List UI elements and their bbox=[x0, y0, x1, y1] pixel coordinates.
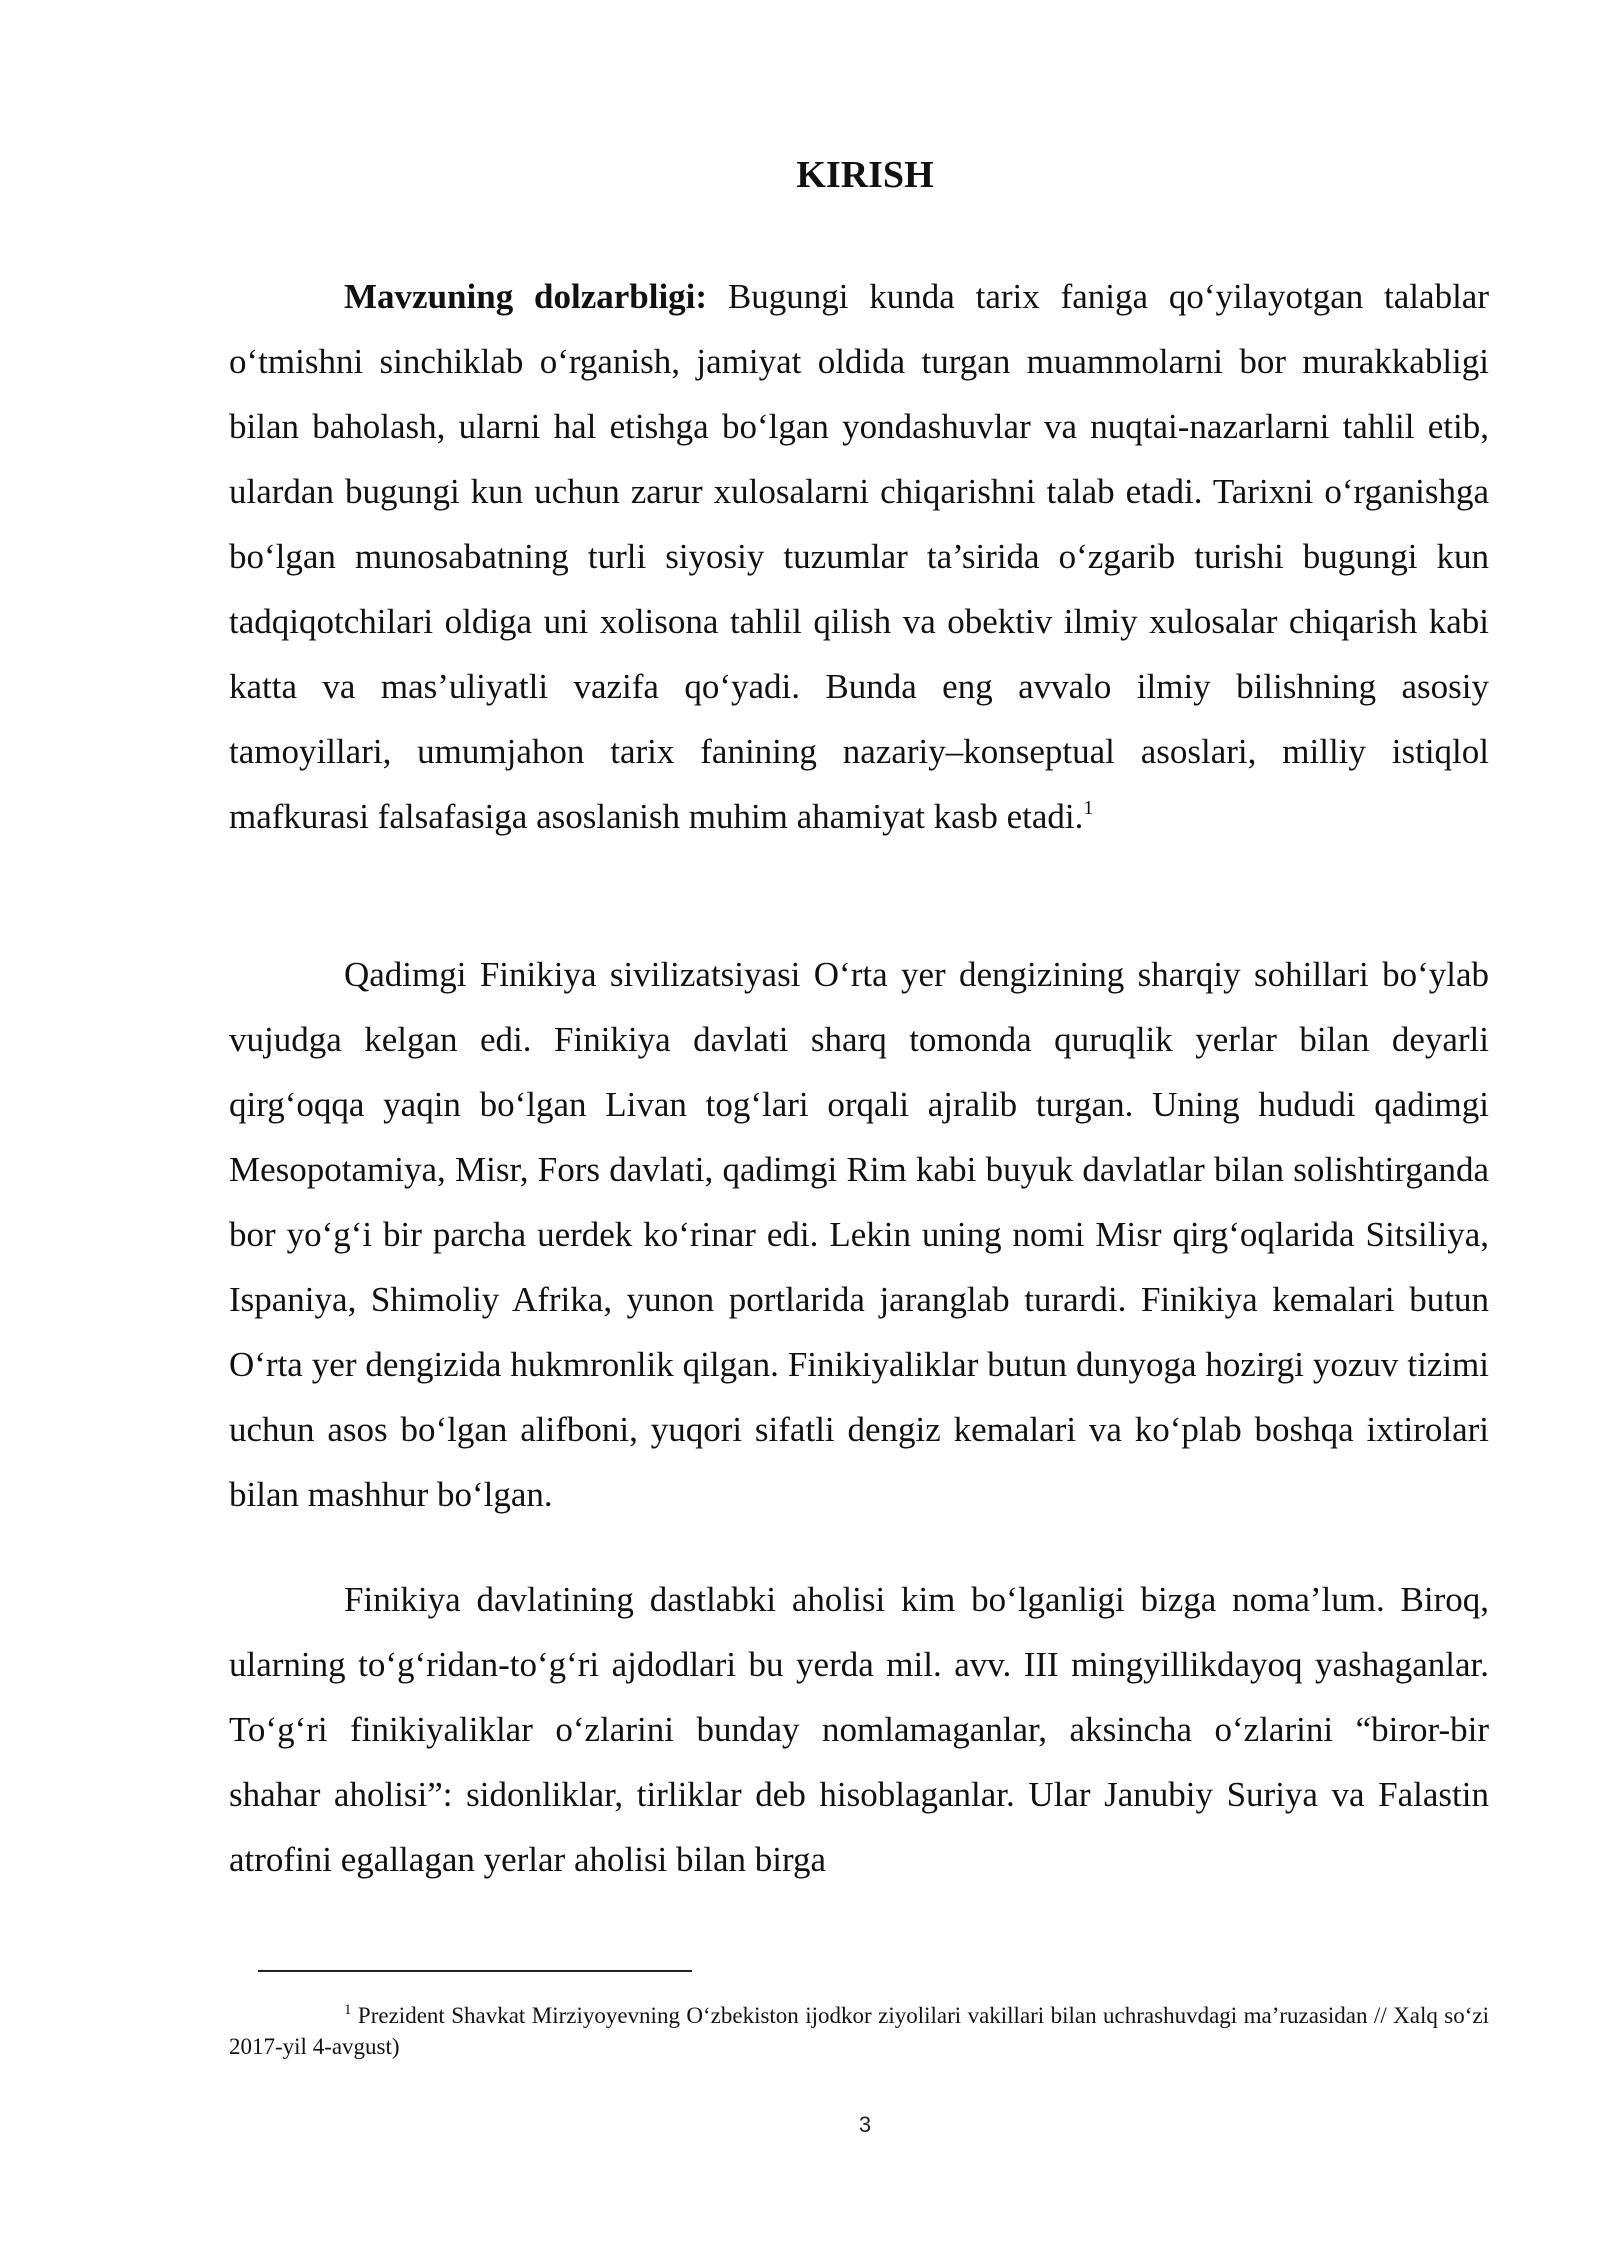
footnote-text: Prezident Shavkat Mirziyoyevning O‘zbekiston ijodkor ziyolilari vakillari bilan uchrashuvdagi ma’ruzasidan // Xalq so‘zi 2017-yil 4-avgust) bbox=[229, 2003, 1489, 2059]
paragraph-relevance bbox=[229, 264, 1489, 849]
paragraph-text: Qadimgi Finikiya sivilizatsiyasi O‘rta yer dengizining sharqiy sohillari bo‘ylab vujudga kelgan edi. Finikiya davlati sharq tomonda quruqlik yerlar bilan deyarli qirg‘oqqa yaqin bo‘lgan Livan tog‘lari orqali ajralib turgan. Uning hududi qadimgi Mesopotamiya, Misr, Fors davlati, qadimgi Rim kabi buyuk davlatlar bilan solishtirganda bor yo‘g‘i bir parcha uerdek ko‘rinar edi. Lekin uning nomi Misr qirg‘oqlarida Sitsiliya, Ispaniya, Shimoliy Afrika, yunon portlarida jaranglab turardi. Finikiya kemalari butun O‘rta yer dengizida hukmronlik qilgan. Finikiyaliklar butun dunyoga hozirgi yozuv tizimi uchun asos bo‘lgan alifboni, yuqori sifatli dengiz kemalari va ko‘plab boshqa ixtirolari bilan mashhur bo‘lgan. bbox=[229, 955, 1489, 1514]
paragraph-text: Finikiya davlatining dastlabki aholisi kim bo‘lganligi bizga noma’lum. Biroq, ularning to‘g‘ridan-to‘g‘ri ajdodlari bu yerda mil. avv. III mingyillikdayoq yashaganlar. To‘g‘ri finikiyaliklar o‘zlarini bunday nomlamaganlar, aksincha o‘zlarini “biror-bir shahar aholisi”: sidonliklar, tirliklar deb hisoblaganlar. Ular Janubiy Suriya va Falastin atrofini egallagan yerlar aholisi bilan birga bbox=[229, 1580, 1489, 1879]
paragraph-lead: Mavzuning dolzarbligi: bbox=[344, 277, 708, 316]
paragraph-text: Bugungi kunda tarix faniga qo‘yilayotgan talablar o‘tmishni sinchiklab o‘rganish, jamiyat oldida turgan muammolarni bor murakkabligi bilan baholash, ularni hal etishga bo‘lgan yondashuvlar va nuqtai-nazarlarni tahlil etib, ulardan bugungi kun uchun zarur xulosalarni chiqarishni talab etadi. Tarixni o‘rganishga bo‘lgan munosabatning turli siyosiy tuzumlar ta’sirida o‘zgarib turishi bugungi kun tadqiqotchilari oldiga uni xolisona tahlil qilish va obektiv ilmiy xulosalar chiqarish kabi katta va mas’uliyatli vazifa qo‘yadi. Bunda eng avvalo ilmiy bilishning asosiy tamoyillari, umumjahon tarix fanining nazariy–konseptual asoslari, milliy istiqlol mafkurasi falsafasiga asoslanish muhim ahamiyat kasb etadi. bbox=[229, 277, 1489, 836]
paragraph-body bbox=[229, 264, 1489, 849]
footnote-marker: 1 bbox=[344, 2002, 352, 2018]
footnote bbox=[229, 2000, 1489, 2062]
paragraph-early-population bbox=[229, 1567, 1489, 1892]
footnote-divider bbox=[258, 1970, 692, 1972]
page-number: 3 bbox=[858, 2112, 872, 2137]
footnote-reference[interactable]: 1 bbox=[1083, 797, 1094, 819]
page-title: KIRISH bbox=[796, 154, 934, 196]
paragraph-phoenicia-origin bbox=[229, 942, 1489, 1527]
